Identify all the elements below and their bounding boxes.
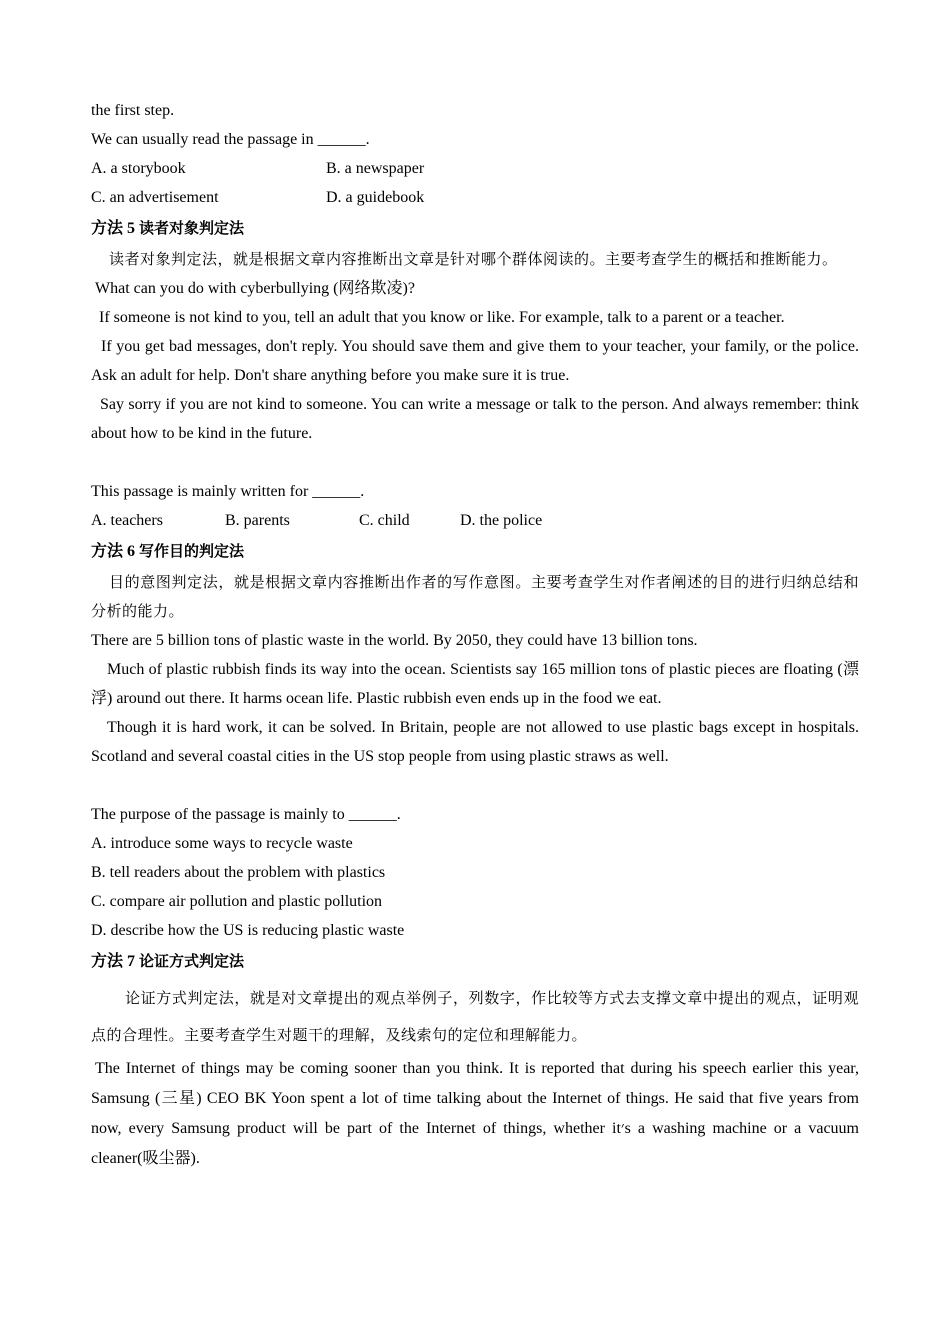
- document-page: [91, 96, 859, 1174]
- option-c: C. compare air pollution and plastic pollution: [91, 893, 383, 910]
- option-d: D. a guidebook: [326, 189, 425, 206]
- passage-paragraph: There are 5 billion tons of plastic waste in the world. By 2050, they could have 13 billion tons.: [91, 632, 698, 649]
- options-row: [91, 506, 859, 535]
- question-4: We can usually read the passage in ______.: [91, 131, 370, 148]
- options-row: [91, 154, 859, 183]
- heading-number: 方法 6: [91, 543, 140, 560]
- method-intro: 论证方式判定法，就是对文章提出的观点举例子，列数字，作比较等方式去支撑文章中提出的观点，证明观点的合理性。主要考查学生对题干的理解，及线索句的定位和理解能力。: [91, 989, 859, 1044]
- option-d: D. describe how the US is reducing plastic waste: [91, 922, 405, 939]
- options-row: [91, 183, 859, 212]
- section-heading-5: [91, 212, 859, 245]
- option-c: C. an advertisement: [91, 189, 219, 206]
- heading-number: 方法 7: [91, 953, 140, 970]
- heading-text: 写作目的判定法: [139, 542, 245, 560]
- question-6: The purpose of the passage is mainly to ______.: [91, 806, 401, 823]
- passage-paragraph: Much of plastic rubbish finds its way into the ocean. Scientists say 165 million tons of plastic pieces are floating (漂浮) around out there. It harms ocean life. Plastic rubbish even ends up in the food we eat.: [91, 661, 859, 707]
- section-heading-7: [91, 945, 859, 978]
- option-c: C. child: [359, 512, 410, 529]
- question-5: This passage is mainly written for ______.: [91, 483, 365, 500]
- option-b: B. parents: [225, 512, 290, 529]
- section-heading-6: [91, 535, 859, 568]
- method-intro: 读者对象判定法，就是根据文章内容推断出文章是针对哪个群体阅读的。主要考查学生的概括和推断能力。: [109, 250, 838, 268]
- heading-text: 论证方式判定法: [139, 952, 245, 970]
- option-b: B. tell readers about the problem with plastics: [91, 864, 386, 881]
- passage-paragraph: Though it is hard work, it can be solved. In Britain, people are not allowed to use plastic bags except in hospitals. Scotland and several coastal cities in the US stop people from using plastic straws as well.: [91, 719, 859, 765]
- heading-number: 方法 5: [91, 220, 140, 237]
- passage-title: What can you do with cyberbullying (网络欺凌)?: [95, 280, 415, 297]
- option-d: D. the police: [460, 512, 543, 529]
- passage-tail: the first step.: [91, 102, 175, 119]
- option-a: A. teachers: [91, 512, 163, 529]
- passage-paragraph: Say sorry if you are not kind to someone. You can write a message or talk to the person. And always remember: think about how to be kind in the future.: [91, 396, 859, 442]
- option-a: A. introduce some ways to recycle waste: [91, 835, 353, 852]
- option-a: A. a storybook: [91, 160, 186, 177]
- method-intro: 目的意图判定法，就是根据文章内容推断出作者的写作意图。主要考查学生对作者阐述的目的进行归纳总结和分析的能力。: [91, 573, 859, 620]
- heading-text: 读者对象判定法: [139, 219, 245, 237]
- passage-paragraph: If you get bad messages, don't reply. You should save them and give them to your teacher, your family, or the police. Ask an adult for help. Don't share anything before you make sure it is true.: [91, 338, 859, 384]
- passage-paragraph: If someone is not kind to you, tell an adult that you know or like. For example, talk to a parent or a teacher.: [99, 309, 785, 326]
- passage-paragraph: The Internet of things may be coming sooner than you think. It is reported that during his speech earlier this year, Samsung (三星) CEO BK Yoon spent a lot of time talking about the Internet of things. He said that five years from now, every Samsung product will be part of the Internet of things, whether it׳s a washing machine or a vacuum cleaner(吸尘器).: [91, 1060, 859, 1167]
- option-b: B. a newspaper: [326, 160, 425, 177]
